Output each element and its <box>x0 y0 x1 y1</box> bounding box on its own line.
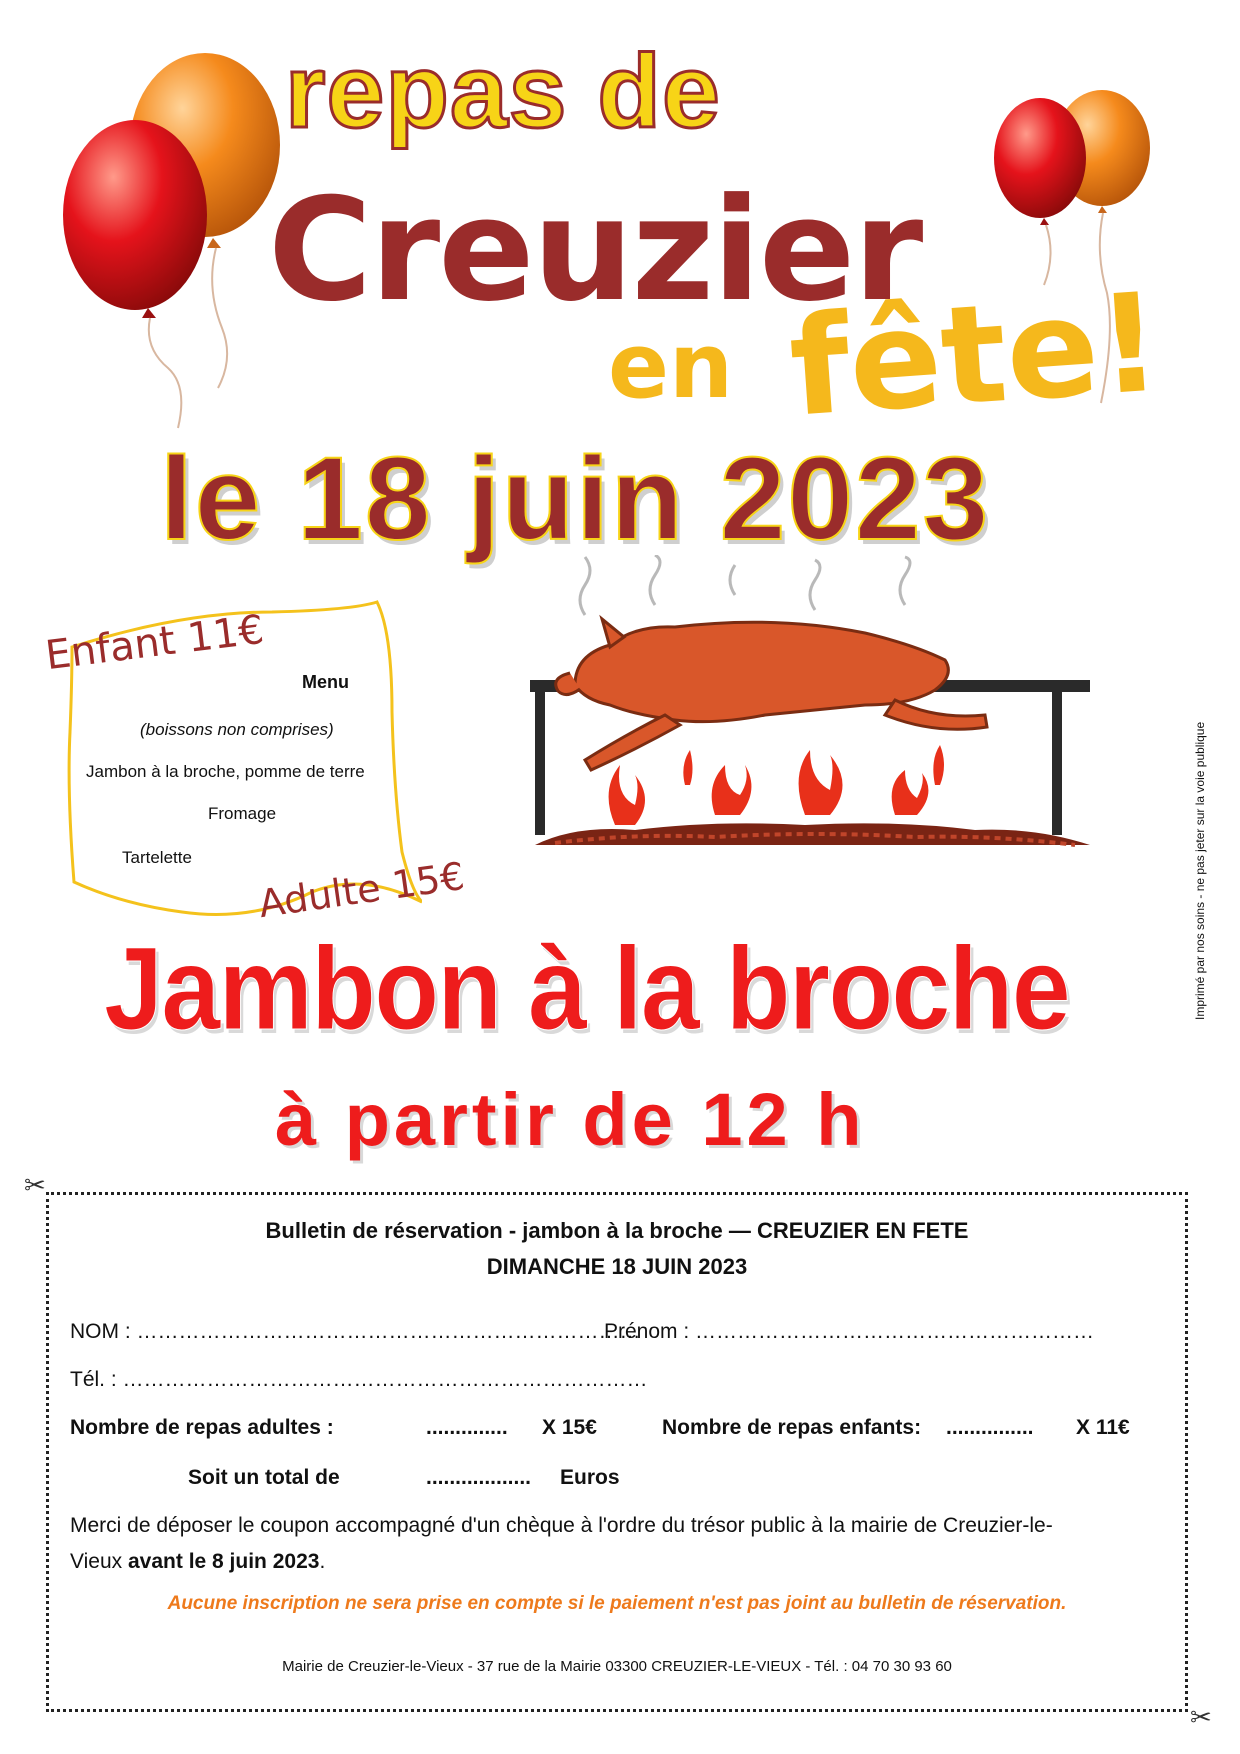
menu-subtitle: (boissons non comprises) <box>140 720 334 739</box>
scissors-icon: ✂ <box>1190 1702 1212 1732</box>
price-adult: Adulte 15€ <box>255 853 468 927</box>
title-fete: fête! <box>784 264 1166 448</box>
field-nom[interactable]: NOM : ……………………………………………………………… <box>70 1320 641 1343</box>
scissors-icon: ✂ <box>24 1170 46 1200</box>
title-repas-de: repas de <box>285 34 721 150</box>
instructions-line2 <box>70 1550 325 1574</box>
field-tel[interactable]: Tél. : ………………………………………………………………… <box>70 1368 648 1391</box>
event-date: le 18 juin 2023 <box>160 433 991 565</box>
deadline: avant le 8 juin 2023 <box>128 1550 320 1573</box>
coupon-date: DIMANCHE 18 JUIN 2023 <box>486 1254 748 1279</box>
event-title: Jambon à la broche <box>104 923 1069 1055</box>
print-notice: Imprimé par nos soins - ne pas jeter sur la voie publique <box>1193 721 1207 1020</box>
child-meals-price: X 11€ <box>1076 1416 1130 1439</box>
total-unit: Euros <box>560 1466 620 1489</box>
menu-item: Tartelette <box>122 848 192 867</box>
event-time: à partir de 12 h <box>275 1078 866 1161</box>
title-creuzier: Creuzier <box>268 168 922 333</box>
coupon-title: Bulletin de réservation - jambon à la broche — CREUZIER EN FETE <box>265 1218 969 1243</box>
adult-meals-price: X 15€ <box>542 1416 597 1439</box>
balloons-left-icon <box>30 40 290 430</box>
total-label: Soit un total de <box>188 1466 340 1489</box>
menu-item: Jambon à la broche, pomme de terre <box>86 762 365 781</box>
child-meals-label: Nombre de repas enfants: <box>662 1416 922 1439</box>
payment-notice: Aucune inscription ne sera prise en compte si le paiement n'est pas joint au bulletin de réservation. <box>167 1593 1067 1614</box>
menu-item: Fromage <box>208 804 277 823</box>
adult-meals-field[interactable]: .............. <box>426 1416 508 1439</box>
total-field[interactable]: .................. <box>426 1466 532 1489</box>
menu-title: Menu <box>302 672 349 692</box>
instructions-line1: Merci de déposer le coupon accompagné d'un chèque à l'ordre du trésor public à la mairie de Creuzier-le- <box>70 1514 1053 1537</box>
pig-roast-illustration <box>515 555 1105 865</box>
mairie-address: Mairie de Creuzier-le-Vieux - 37 rue de la Mairie 03300 CREUZIER-LE-VIEUX - Tél. : 04 70 30 93 60 <box>282 1658 952 1675</box>
adult-meals-label: Nombre de repas adultes : <box>70 1416 334 1439</box>
child-meals-field[interactable]: ............... <box>946 1416 1034 1439</box>
instructions-text: Vieux <box>70 1550 128 1573</box>
field-prenom[interactable]: Prénom : ………………………………………………… <box>604 1320 1095 1343</box>
title-en: en <box>608 314 734 419</box>
instructions-end: . <box>319 1550 326 1573</box>
price-child: Enfant 11€ <box>43 606 267 680</box>
